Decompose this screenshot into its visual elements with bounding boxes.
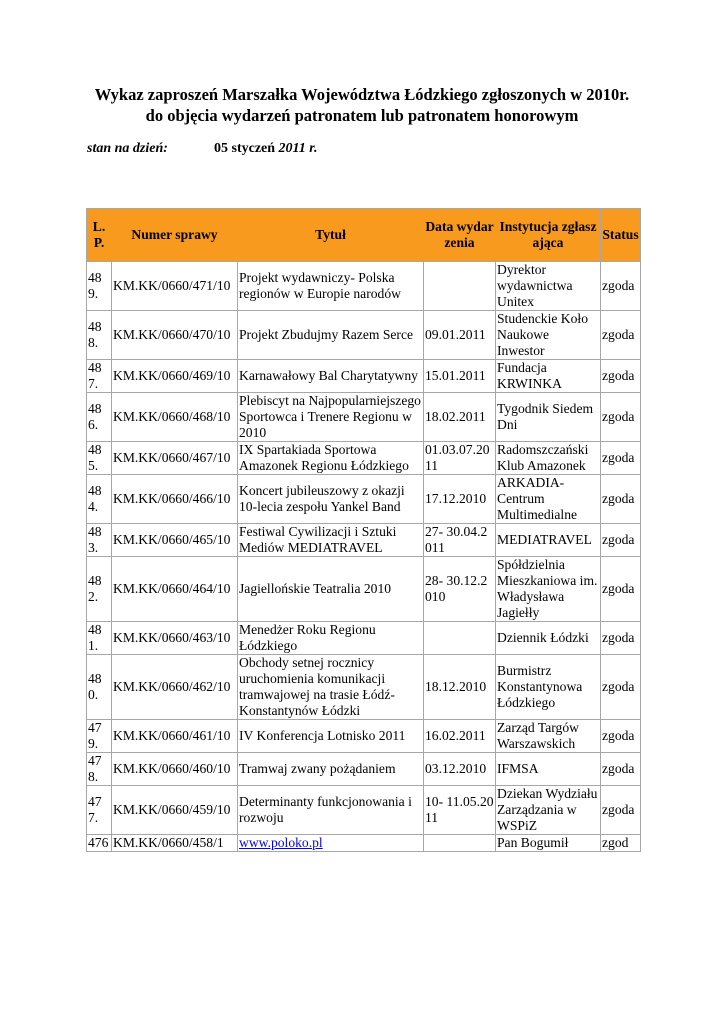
cell-institution: Spółdzielnia Mieszkaniowa im. Władysława Jagiełły: [496, 557, 601, 622]
cell-lp: 485.: [87, 442, 112, 475]
table-row: [87, 475, 641, 524]
cell-case-number: KM.KK/0660/467/10: [112, 442, 238, 475]
cell-institution: Dziennik Łódzki: [496, 622, 601, 655]
cell-title: IX Spartakiada Sportowa Amazonek Regionu Łódzkiego: [238, 442, 424, 475]
status-date-main: 05 styczeń: [214, 141, 276, 156]
cell-institution: IFMSA: [496, 753, 601, 786]
cell-institution: Burmistrz Konstantynowa Łódzkiego: [496, 655, 601, 720]
cell-status: zgoda: [601, 360, 641, 393]
cell-title: Projekt wydawniczy- Polska regionów w Europie narodów: [238, 262, 424, 311]
cell-event-date: [424, 622, 496, 655]
cell-event-date: 16.02.2011: [424, 720, 496, 753]
cell-status: zgoda: [601, 442, 641, 475]
cell-title: Menedżer Roku Regionu Łódzkiego: [238, 622, 424, 655]
cell-status: zgod: [601, 835, 641, 852]
cell-event-date: [424, 262, 496, 311]
cell-title: IV Konferencja Lotnisko 2011: [238, 720, 424, 753]
cell-lp: 486.: [87, 393, 112, 442]
cell-lp: 489.: [87, 262, 112, 311]
cell-case-number: KM.KK/0660/468/10: [112, 393, 238, 442]
cell-status: zgoda: [601, 393, 641, 442]
table-row: [87, 655, 641, 720]
cell-event-date: 28- 30.12.2010: [424, 557, 496, 622]
status-date: [214, 141, 317, 157]
cell-status: zgoda: [601, 524, 641, 557]
header-institution: Instytucja zgłaszająca: [496, 209, 601, 262]
cell-event-date: 10- 11.05.2011: [424, 786, 496, 835]
cell-lp: 483.: [87, 524, 112, 557]
table-body: [87, 262, 641, 852]
cell-event-date: 18.02.2011: [424, 393, 496, 442]
table-row: [87, 311, 641, 360]
cell-lp: 478.: [87, 753, 112, 786]
cell-title: Plebiscyt na Najpopularniejszego Sportowca i Trenere Regionu w 2010: [238, 393, 424, 442]
cell-status: zgoda: [601, 475, 641, 524]
cell-institution: Pan Bogumił: [496, 835, 601, 852]
status-date-line: [87, 141, 318, 157]
cell-institution: Dyrektor wydawnictwa Unitex: [496, 262, 601, 311]
cell-title: Jagiellońskie Teatralia 2010: [238, 557, 424, 622]
table-row: [87, 393, 641, 442]
cell-status: zgoda: [601, 786, 641, 835]
header-title: Tytuł: [238, 209, 424, 262]
cell-status: zgoda: [601, 753, 641, 786]
cell-event-date: 17.12.2010: [424, 475, 496, 524]
cell-institution: Dziekan Wydziału Zarządzania w WSPiZ: [496, 786, 601, 835]
cell-title: Tramwaj zwany pożądaniem: [238, 753, 424, 786]
cell-title: Karnawałowy Bal Charytatywny: [238, 360, 424, 393]
document-title: [60, 84, 664, 126]
cell-institution: Tygodnik Siedem Dni: [496, 393, 601, 442]
cell-event-date: 03.12.2010: [424, 753, 496, 786]
cell-case-number: KM.KK/0660/462/10: [112, 655, 238, 720]
table-row: [87, 524, 641, 557]
cell-case-number: KM.KK/0660/459/10: [112, 786, 238, 835]
cell-case-number: KM.KK/0660/471/10: [112, 262, 238, 311]
cell-institution: Zarząd Targów Warszawskich: [496, 720, 601, 753]
cell-title: [238, 835, 424, 852]
cell-case-number: KM.KK/0660/470/10: [112, 311, 238, 360]
cell-lp: 481.: [87, 622, 112, 655]
header-status: Status: [601, 209, 641, 262]
status-date-year: 2011 r.: [278, 141, 318, 156]
cell-lp: 480.: [87, 655, 112, 720]
cell-lp: 487.: [87, 360, 112, 393]
cell-institution: Studenckie Koło Naukowe Inwestor: [496, 311, 601, 360]
status-label: stan na dzień:: [87, 141, 168, 156]
cell-lp: 477.: [87, 786, 112, 835]
cell-institution: ARKADIA- Centrum Multimedialne: [496, 475, 601, 524]
header-event-date: Data wydarzenia: [424, 209, 496, 262]
cell-event-date: [424, 835, 496, 852]
table-row: [87, 557, 641, 622]
header-lp: L.P.: [87, 209, 112, 262]
cell-title: Koncert jubileuszowy z okazji 10-lecia zespołu Yankel Band: [238, 475, 424, 524]
table-row: [87, 786, 641, 835]
cell-title: Festiwal Cywilizacji i Sztuki Mediów MEDIATRAVEL: [238, 524, 424, 557]
cell-lp: 484.: [87, 475, 112, 524]
cell-institution: Radomszczański Klub Amazonek: [496, 442, 601, 475]
cell-institution: MEDIATRAVEL: [496, 524, 601, 557]
cell-status: zgoda: [601, 557, 641, 622]
cell-lp: 479.: [87, 720, 112, 753]
table-row: [87, 753, 641, 786]
cell-status: zgoda: [601, 311, 641, 360]
cell-case-number: KM.KK/0660/460/10: [112, 753, 238, 786]
cell-case-number: KM.KK/0660/463/10: [112, 622, 238, 655]
cell-event-date: 15.01.2011: [424, 360, 496, 393]
cell-event-date: 01.03.07.2011: [424, 442, 496, 475]
header-case-number: Numer sprawy: [112, 209, 238, 262]
table-row: [87, 720, 641, 753]
cell-status: zgoda: [601, 262, 641, 311]
cell-case-number: KM.KK/0660/461/10: [112, 720, 238, 753]
table-header-row: [87, 209, 641, 262]
cell-case-number: KM.KK/0660/465/10: [112, 524, 238, 557]
cell-lp: 482.: [87, 557, 112, 622]
cell-event-date: 18.12.2010: [424, 655, 496, 720]
cell-status: zgoda: [601, 655, 641, 720]
cell-title: Obchody setnej rocznicy uruchomienia komunikacji tramwajowej na trasie Łódź-Konstantynów Łódzki: [238, 655, 424, 720]
table-row: [87, 442, 641, 475]
cell-case-number: KM.KK/0660/458/1: [112, 835, 238, 852]
cell-status: zgoda: [601, 622, 641, 655]
table-row: [87, 262, 641, 311]
title-line-2: do objęcia wydarzeń patronatem lub patronatem honorowym: [145, 106, 579, 125]
cell-status: zgoda: [601, 720, 641, 753]
cell-title: Determinanty funkcjonowania i rozwoju: [238, 786, 424, 835]
cell-case-number: KM.KK/0660/466/10: [112, 475, 238, 524]
cell-case-number: KM.KK/0660/469/10: [112, 360, 238, 393]
title-line-1: Wykaz zaproszeń Marszałka Województwa Łódzkiego zgłoszonych w 2010r.: [94, 85, 630, 104]
table-row: [87, 835, 641, 852]
cell-lp: 488.: [87, 311, 112, 360]
cell-institution: Fundacja KRWINKA: [496, 360, 601, 393]
cell-event-date: 09.01.2011: [424, 311, 496, 360]
table-row: [87, 360, 641, 393]
cell-event-date: 27- 30.04.2011: [424, 524, 496, 557]
cell-title: Projekt Zbudujmy Razem Serce: [238, 311, 424, 360]
website-link[interactable]: www.poloko.pl: [239, 835, 323, 850]
cell-lp: 476: [87, 835, 112, 852]
invitations-table: [86, 208, 641, 852]
table-row: [87, 622, 641, 655]
cell-case-number: KM.KK/0660/464/10: [112, 557, 238, 622]
